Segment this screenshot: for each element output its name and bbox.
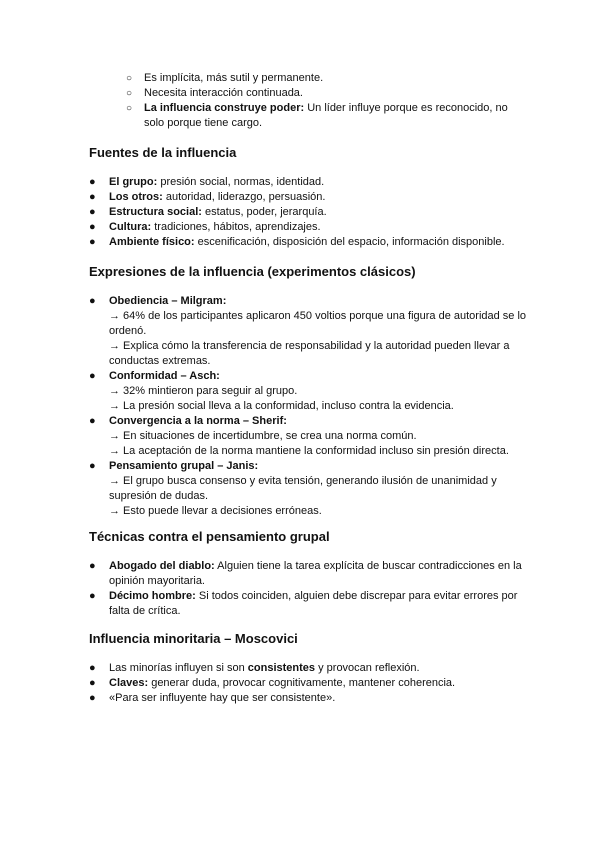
list-item: ● Estructura social: estatus, poder, jerarquía. xyxy=(89,206,327,218)
section-minoritaria xyxy=(89,630,529,706)
list-item: ● «Para ser influyente hay que ser consistente». xyxy=(89,692,336,704)
bullet-icon: ● xyxy=(89,662,96,674)
bullet-icon: ● xyxy=(89,677,96,689)
section-heading: Fuentes de la influencia xyxy=(89,145,237,160)
list-item: ● Cultura: tradiciones, hábitos, aprendizajes. xyxy=(89,221,321,233)
bullet-icon: ● xyxy=(89,191,96,203)
section-tecnicas xyxy=(89,528,529,619)
list-item: ● El grupo: presión social, normas, identidad. xyxy=(89,176,325,188)
bullet-icon: ● xyxy=(89,236,96,248)
list-item: ● Abogado del diablo: Alguien tiene la tarea explícita de buscar contradicciones en la opinión mayoritaria. xyxy=(89,560,522,587)
bullet-icon: ● xyxy=(89,206,96,218)
section-heading: Expresiones de la influencia (experimentos clásicos) xyxy=(89,264,416,279)
bullet-list xyxy=(89,559,529,619)
bullet-list xyxy=(89,294,529,519)
list-item: ○ La influencia construye poder: Un líder influye porque es reconocido, no solo porque tiene cargo. xyxy=(126,102,508,129)
list-item: ● Ambiente físico: escenificación, disposición del espacio, información disponible. xyxy=(89,236,505,248)
bullet-icon: ● xyxy=(89,295,96,307)
section-heading: Influencia minoritaria – Moscovici xyxy=(89,631,298,646)
bullet-icon: ● xyxy=(89,221,96,233)
list-item: ○ Necesita interacción continuada. xyxy=(126,87,303,99)
list-item: ● Obediencia – Milgram: → 64% de los participantes aplicaron 450 voltios porque una figura de autoridad se lo ordenó. → Explica cómo la transferencia de responsabilidad y la autoridad pueden llevar a conductas extremas. xyxy=(89,295,527,367)
list-item: ○ Es implícita, más sutil y permanente. xyxy=(126,72,324,84)
bullet-icon: ● xyxy=(89,560,96,572)
bullet-icon: ● xyxy=(89,176,96,188)
list-item: ● Pensamiento grupal – Janis: → El grupo busca consenso y evita tensión, generando ilusión de unanimidad y supresión de dudas. → Esto puede llevar a decisiones erróneas. xyxy=(89,460,497,517)
bullet-icon: ● xyxy=(89,370,96,382)
section-heading: Técnicas contra el pensamiento grupal xyxy=(89,529,330,544)
sub-bullet-list xyxy=(126,71,526,131)
bullet-icon: ● xyxy=(89,415,96,427)
bullet-icon: ● xyxy=(89,460,96,472)
bullet-list xyxy=(89,175,529,250)
list-item: ● Los otros: autoridad, liderazgo, persuasión. xyxy=(89,191,326,203)
hollow-bullet-icon: ○ xyxy=(126,73,133,84)
bullet-icon: ● xyxy=(89,692,96,704)
list-item: ● Décimo hombre: Si todos coinciden, alguien debe discrepar para evitar errores por falta de crítica. xyxy=(89,590,518,617)
list-item: ● Convergencia a la norma – Sherif: → En situaciones de incertidumbre, se crea una norma común. → La aceptación de la norma mantiene la conformidad incluso sin presión directa. xyxy=(89,415,509,457)
hollow-bullet-icon: ○ xyxy=(126,88,133,99)
hollow-bullet-icon: ○ xyxy=(126,103,133,114)
section-expresiones xyxy=(89,263,529,519)
bullet-icon: ● xyxy=(89,590,96,602)
bullet-list xyxy=(89,661,529,706)
section-fuentes xyxy=(89,144,529,250)
list-item: ● Conformidad – Asch: → 32% mintieron para seguir al grupo. → La presión social lleva a la conformidad, incluso contra la evidencia. xyxy=(89,370,454,412)
list-item: ● Las minorías influyen si son consistentes y provocan reflexión. xyxy=(89,662,420,674)
list-item: ● Claves: generar duda, provocar cognitivamente, mantener coherencia. xyxy=(89,677,456,689)
